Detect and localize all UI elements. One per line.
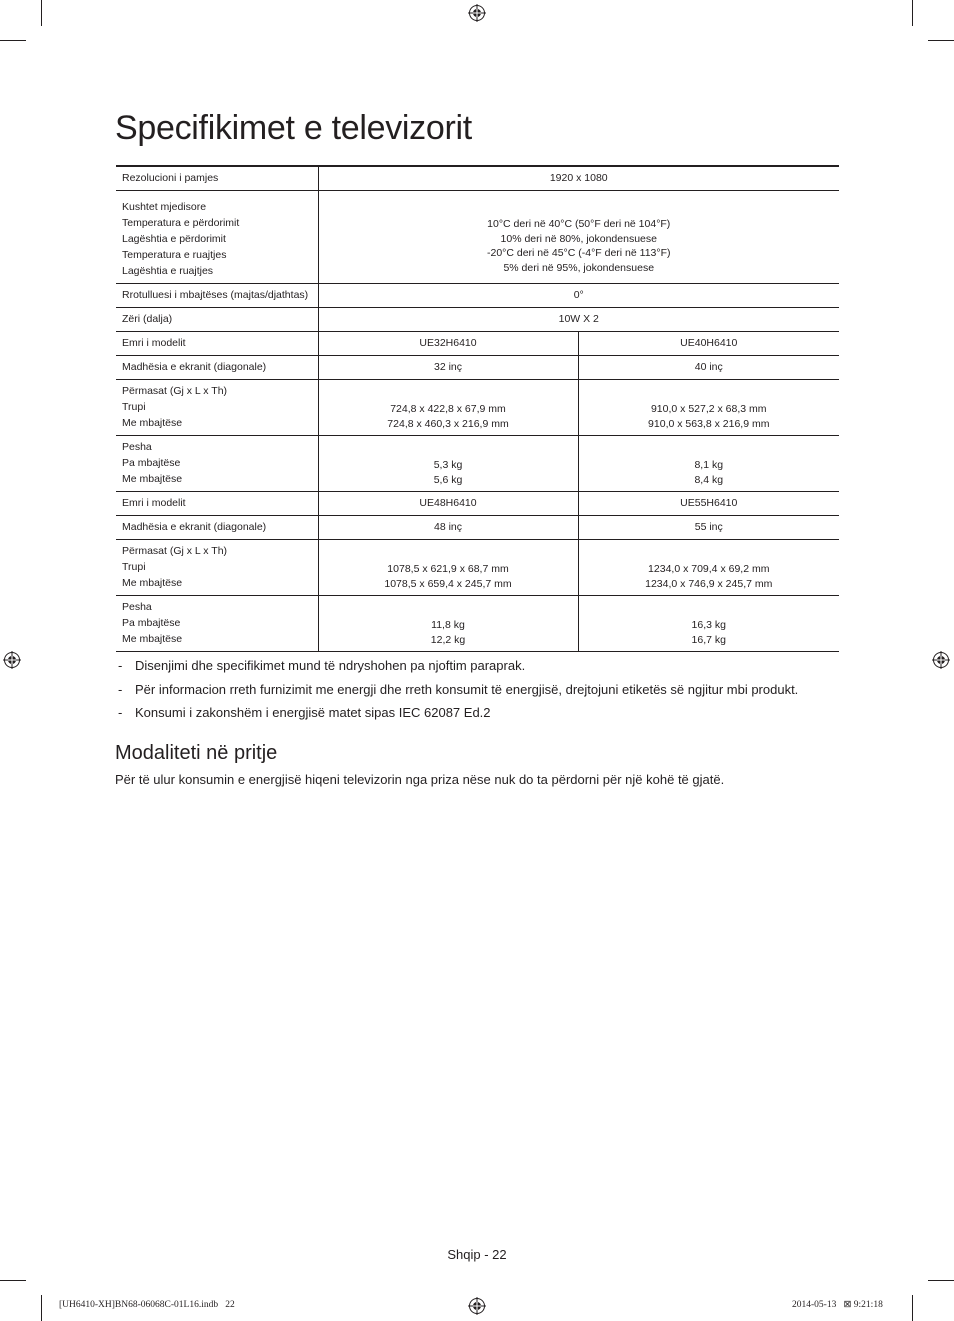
page-title: Specifikimet e televizorit xyxy=(115,109,472,147)
screen-size: 48 inç xyxy=(318,516,578,540)
dimension-stand: 1078,5 x 659,4 x 245,7 mm xyxy=(384,577,512,590)
screen-size: 32 inç xyxy=(318,356,578,380)
list-item xyxy=(116,701,798,725)
row-label xyxy=(116,540,318,596)
weight-value xyxy=(318,436,578,492)
table-row xyxy=(116,284,839,308)
env-label: Temperatura e përdorimit xyxy=(122,217,240,229)
dimension-label: Përmasat (Gj x L x Th) xyxy=(122,545,228,557)
dimension-body: 910,0 x 527,2 x 68,3 mm xyxy=(650,403,767,415)
dimension-value xyxy=(318,540,578,596)
row-label xyxy=(116,596,318,652)
crop-mark-tr-h xyxy=(928,40,954,41)
weight-with-stand: 8,4 kg xyxy=(694,473,724,486)
row-label xyxy=(116,191,318,284)
spec-table xyxy=(116,165,839,652)
registration-mark-icon xyxy=(3,651,21,669)
row-label xyxy=(116,436,318,492)
dimension-label: Me mbajtëse xyxy=(122,417,183,429)
registration-mark-icon xyxy=(468,4,486,22)
row-label: Zëri (dalja) xyxy=(116,308,318,332)
table-row xyxy=(116,166,839,191)
env-label: Lagështia e ruajtjes xyxy=(122,265,214,277)
crop-mark-br-v xyxy=(912,1295,913,1321)
weight-no-stand: 8,1 kg xyxy=(694,459,724,471)
table-row xyxy=(116,308,839,332)
table-row xyxy=(116,356,839,380)
table-row xyxy=(116,380,839,436)
dimension-stand: 910,0 x 563,8 x 216,9 mm xyxy=(648,417,770,430)
section-paragraph: Për të ulur konsumin e energjisë hiqeni televizorin nga priza nëse nuk do ta përdorni për një kohë të gjatë. xyxy=(115,772,725,787)
dimension-body: 1078,5 x 621,9 x 68,7 mm xyxy=(387,563,509,575)
page-number: Shqip - 22 xyxy=(447,1247,507,1262)
weight-label: Pa mbajtëse xyxy=(122,457,181,469)
row-value xyxy=(318,191,839,284)
env-label: Temperatura e ruajtjes xyxy=(122,249,227,261)
dimension-label: Me mbajtëse xyxy=(122,577,183,589)
crop-mark-bl-v xyxy=(41,1295,42,1321)
table-row xyxy=(116,191,839,284)
list-item xyxy=(116,678,798,702)
notes-list xyxy=(116,654,798,725)
model-name: UE55H6410 xyxy=(578,492,839,516)
weight-no-stand: 16,3 kg xyxy=(691,619,726,631)
row-label: Rezolucioni i pamjes xyxy=(116,166,318,191)
dash-bullet: - xyxy=(118,705,123,720)
model-name: UE32H6410 xyxy=(318,332,578,356)
dimension-body: 1234,0 x 709,4 x 69,2 mm xyxy=(648,563,770,575)
weight-with-stand: 5,6 kg xyxy=(433,473,463,486)
crop-mark-bl-h xyxy=(0,1280,26,1281)
model-name: UE40H6410 xyxy=(578,332,839,356)
weight-with-stand: 12,2 kg xyxy=(430,633,466,646)
table-row xyxy=(116,436,839,492)
row-value: 0° xyxy=(318,284,839,308)
dimension-label: Përmasat (Gj x L x Th) xyxy=(122,385,228,397)
row-label: Rrotulluesi i mbajtëses (majtas/djathtas) xyxy=(116,284,318,308)
note-text: Për informacion rreth furnizimit me energji dhe rreth konsumit të energjisë, drejtojuni etiketës së ngjitur mbi produkt. xyxy=(135,681,799,697)
model-name: UE48H6410 xyxy=(318,492,578,516)
dimension-value xyxy=(578,540,839,596)
footer-timestamp: 2014-05-13 ⊠ 9:21:18 xyxy=(792,1300,883,1310)
env-label: Lagështia e përdorimit xyxy=(122,233,226,245)
weight-label: Pesha xyxy=(122,601,152,613)
dash-bullet: - xyxy=(118,658,123,673)
table-row xyxy=(116,516,839,540)
dimension-label: Trupi xyxy=(122,401,146,413)
table-row xyxy=(116,540,839,596)
weight-label: Pesha xyxy=(122,441,152,453)
dimension-value xyxy=(318,380,578,436)
row-label: Emri i modelit xyxy=(116,492,318,516)
env-value: 10°C deri në 40°C (50°F deri në 104°F) xyxy=(487,218,671,230)
weight-with-stand: 16,7 kg xyxy=(691,633,726,646)
crop-mark-br-h xyxy=(928,1280,954,1281)
weight-no-stand: 5,3 kg xyxy=(433,459,463,471)
crop-mark-tl-h xyxy=(0,40,26,41)
dimension-stand: 724,8 x 460,3 x 216,9 mm xyxy=(387,417,509,430)
row-label: Madhësia e ekranit (diagonale) xyxy=(116,516,318,540)
screen-size: 40 inç xyxy=(578,356,839,380)
env-value: 5% deri në 95%, jokondensuese xyxy=(503,261,655,274)
dimension-body: 724,8 x 422,8 x 67,9 mm xyxy=(390,403,506,415)
env-label: Kushtet mjedisore xyxy=(122,201,207,213)
row-label: Emri i modelit xyxy=(116,332,318,356)
section-heading: Modaliteti në pritje xyxy=(115,742,278,764)
weight-label: Pa mbajtëse xyxy=(122,617,181,629)
note-text: Disenjimi dhe specifikimet mund të ndryshohen pa njoftim paraprak. xyxy=(135,658,526,673)
crop-mark-tl-v xyxy=(41,0,42,26)
row-value: 10W X 2 xyxy=(318,308,839,332)
weight-value xyxy=(318,596,578,652)
table-row xyxy=(116,596,839,652)
dash-bullet: - xyxy=(118,681,123,697)
dimension-stand: 1234,0 x 746,9 x 245,7 mm xyxy=(645,577,773,590)
table-row xyxy=(116,492,839,516)
weight-value xyxy=(578,436,839,492)
note-text: Konsumi i zakonshëm i energjisë matet sipas IEC 62087 Ed.2 xyxy=(135,705,491,720)
dimension-value xyxy=(578,380,839,436)
row-label xyxy=(116,380,318,436)
row-value: 1920 x 1080 xyxy=(318,166,839,191)
row-label: Madhësia e ekranit (diagonale) xyxy=(116,356,318,380)
registration-mark-icon xyxy=(932,651,950,669)
crop-mark-tr-v xyxy=(912,0,913,26)
env-value: -20°C deri në 45°C (-4°F deri në 113°F) xyxy=(486,247,671,259)
table-row xyxy=(116,332,839,356)
list-item xyxy=(116,654,798,678)
env-value: 10% deri në 80%, jokondensuese xyxy=(500,232,657,245)
weight-value xyxy=(578,596,839,652)
dimension-label: Trupi xyxy=(122,561,146,573)
weight-label: Me mbajtëse xyxy=(122,473,183,485)
footer-file-info: [UH6410-XH]BN68-06068C-01L16.indb 22 xyxy=(59,1300,235,1310)
weight-no-stand: 11,8 kg xyxy=(431,619,465,631)
registration-mark-icon xyxy=(468,1297,486,1315)
screen-size: 55 inç xyxy=(578,516,839,540)
weight-label: Me mbajtëse xyxy=(122,633,183,645)
